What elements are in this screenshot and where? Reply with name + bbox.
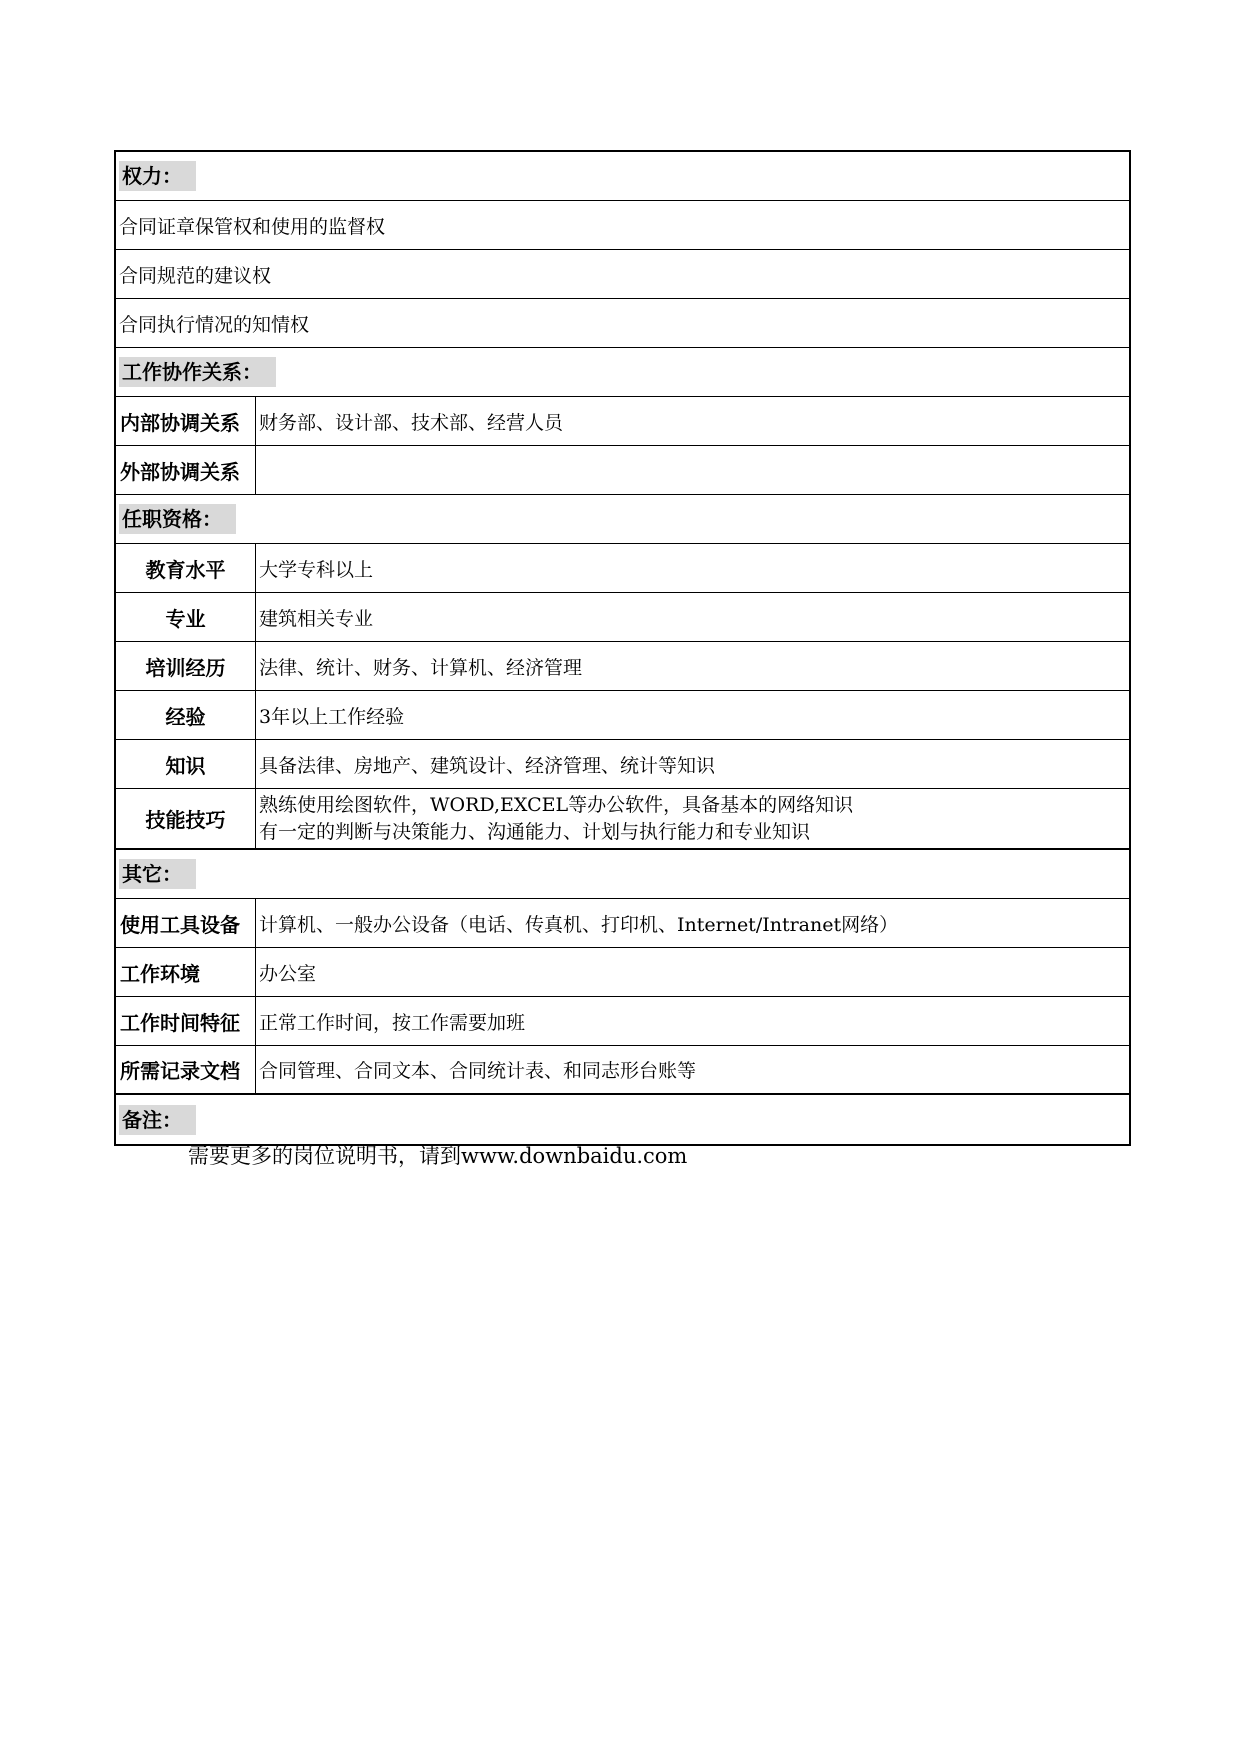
external-relation-value bbox=[256, 446, 1129, 494]
powers-heading-row bbox=[116, 152, 1129, 201]
footer-note: 需要更多的岗位说明书，请到www.downbaidu.com bbox=[188, 1144, 688, 1168]
qualification-value: 建筑相关专业 bbox=[259, 607, 374, 630]
qualification-label: 经验 bbox=[116, 691, 256, 739]
qualification-row bbox=[116, 691, 1129, 740]
other-value: 合同管理、合同文本、合同统计表、和同志形台账等 bbox=[259, 1060, 697, 1082]
qualification-label: 培训经历 bbox=[116, 642, 256, 690]
other-heading: 其它： bbox=[119, 859, 196, 889]
skills-line: 有一定的判断与决策能力、沟通能力、计划与执行能力和专业知识 bbox=[259, 820, 811, 843]
qualifications-heading-row bbox=[116, 495, 1129, 544]
powers-item: 合同证章保管权和使用的监督权 bbox=[119, 215, 386, 238]
other-row bbox=[116, 899, 1129, 948]
qualification-row bbox=[116, 642, 1129, 691]
powers-item-row bbox=[116, 201, 1129, 250]
qualification-label: 知识 bbox=[116, 740, 256, 788]
powers-item-row bbox=[116, 250, 1129, 299]
qualification-value: 3年以上工作经验 bbox=[259, 705, 405, 728]
other-heading-row bbox=[116, 850, 1129, 899]
collaboration-heading-row bbox=[116, 348, 1129, 397]
qualification-row bbox=[116, 593, 1129, 642]
skills-value bbox=[256, 789, 1129, 848]
remarks-row bbox=[116, 1095, 1129, 1144]
qualifications-heading: 任职资格： bbox=[119, 504, 236, 534]
other-row bbox=[116, 948, 1129, 997]
other-value: 办公室 bbox=[259, 962, 317, 985]
qualification-value: 具备法律、房地产、建筑设计、经济管理、统计等知识 bbox=[259, 754, 716, 777]
internal-relation-value: 财务部、设计部、技术部、经营人员 bbox=[259, 411, 564, 434]
external-relation-label: 外部协调关系 bbox=[116, 446, 256, 494]
other-value: 计算机、一般办公设备（电话、传真机、打印机、Internet/Intranet网络） bbox=[259, 913, 899, 936]
external-relation-row bbox=[116, 446, 1129, 495]
other-value: 正常工作时间，按工作需要加班 bbox=[259, 1011, 526, 1034]
qualification-value: 法律、统计、财务、计算机、经济管理 bbox=[259, 656, 583, 679]
other-label: 工作环境 bbox=[116, 948, 256, 996]
qualification-label: 专业 bbox=[116, 593, 256, 641]
other-label: 所需记录文档 bbox=[116, 1046, 256, 1093]
qualification-row bbox=[116, 544, 1129, 593]
other-label: 使用工具设备 bbox=[116, 899, 256, 947]
other-row bbox=[116, 997, 1129, 1046]
skills-line: 熟练使用绘图软件，WORD,EXCEL等办公软件，具备基本的网络知识 bbox=[259, 793, 854, 816]
skills-row bbox=[116, 789, 1129, 850]
other-label: 工作时间特征 bbox=[116, 997, 256, 1045]
qualification-value: 大学专科以上 bbox=[259, 558, 374, 581]
job-description-table bbox=[114, 150, 1131, 1146]
powers-heading: 权力： bbox=[119, 161, 196, 191]
remarks-heading: 备注： bbox=[119, 1105, 196, 1135]
internal-relation-row bbox=[116, 397, 1129, 446]
powers-item: 合同执行情况的知情权 bbox=[119, 313, 310, 336]
collaboration-heading: 工作协作关系： bbox=[119, 357, 276, 387]
skills-label: 技能技巧 bbox=[116, 789, 256, 848]
other-row bbox=[116, 1046, 1129, 1095]
powers-item-row bbox=[116, 299, 1129, 348]
qualification-row bbox=[116, 740, 1129, 789]
powers-item: 合同规范的建议权 bbox=[119, 264, 272, 287]
internal-relation-label: 内部协调关系 bbox=[116, 397, 256, 445]
qualification-label: 教育水平 bbox=[116, 544, 256, 592]
